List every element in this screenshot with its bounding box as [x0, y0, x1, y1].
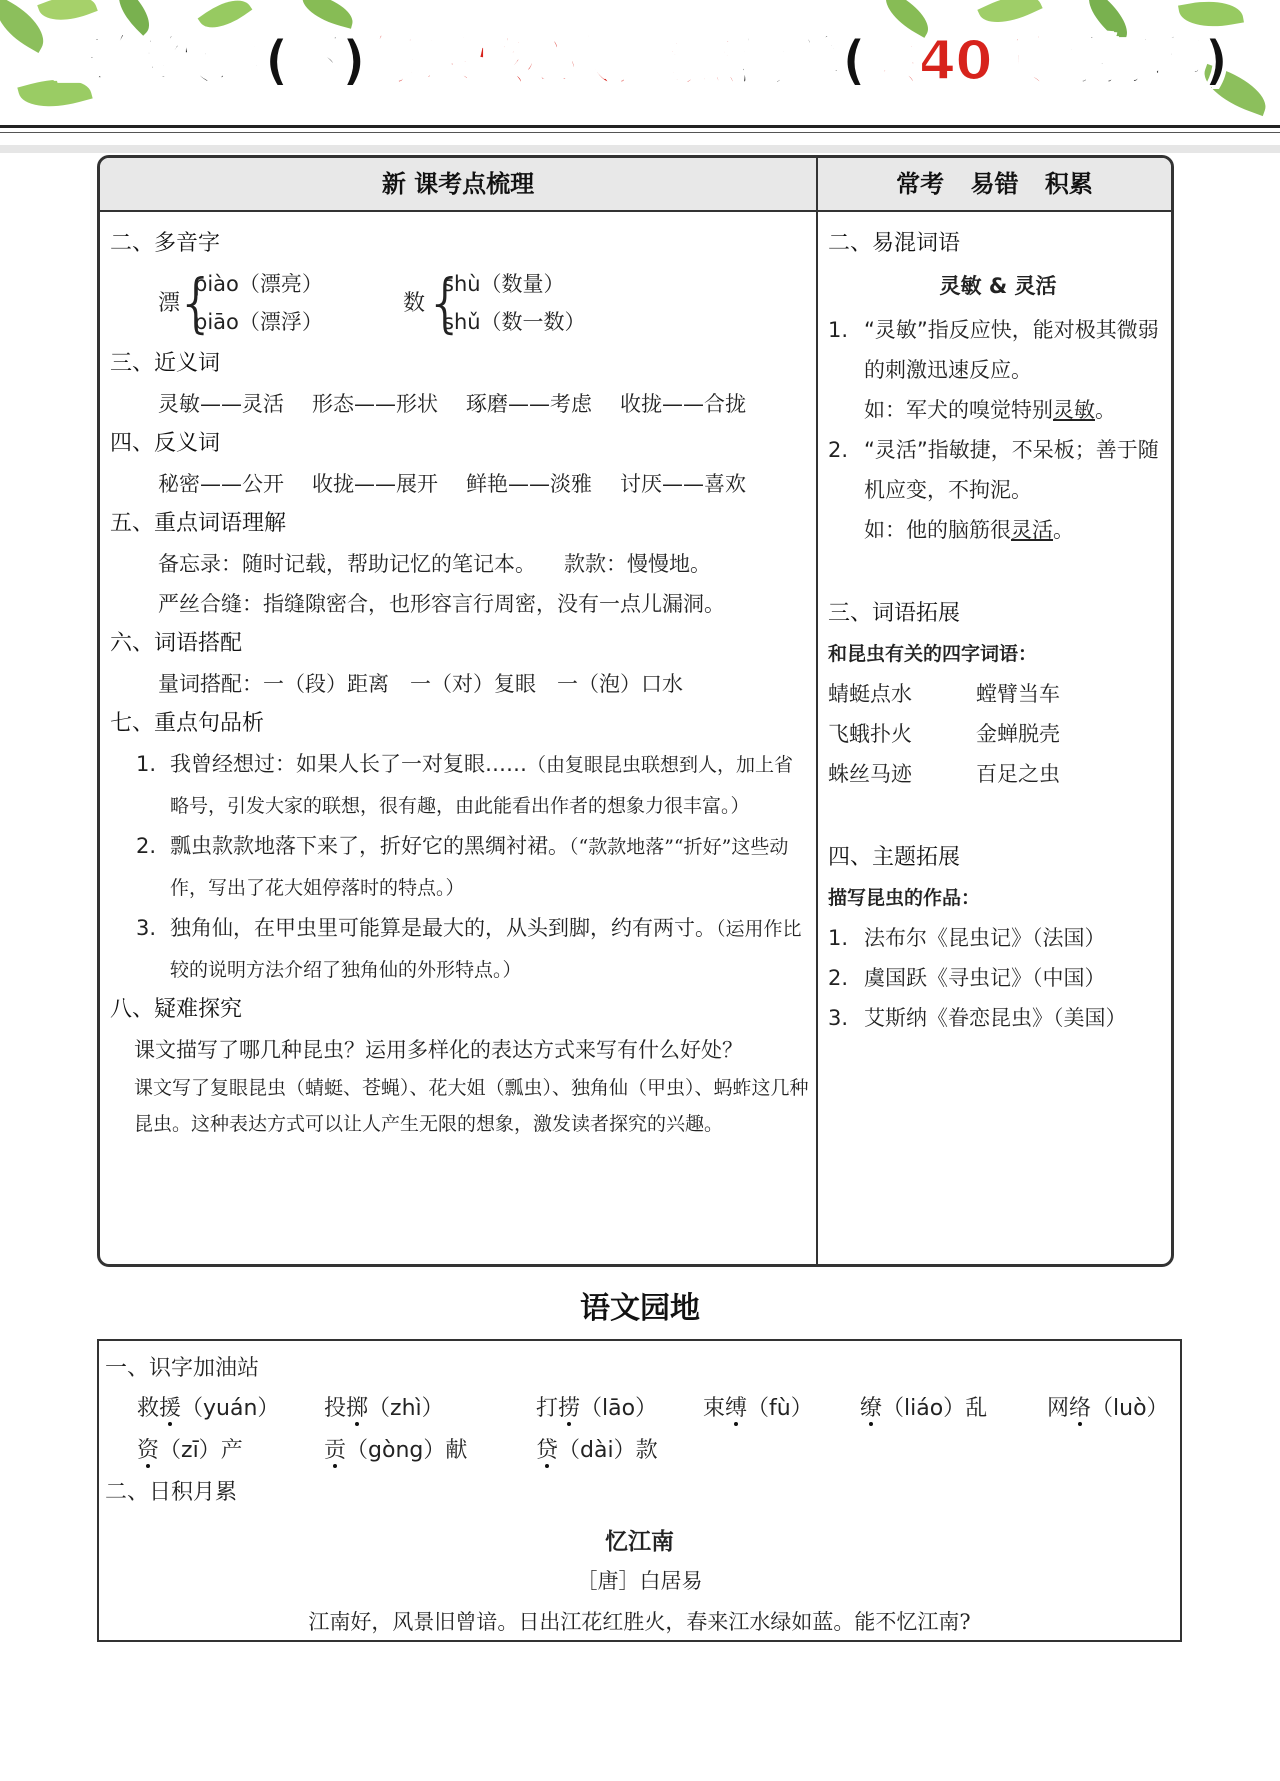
idiom-row: [828, 714, 1168, 754]
section-heading: 六、词语搭配: [110, 631, 243, 656]
definition-line: 严丝合缝：指缝隙密合，也形容言行周密，没有一点儿漏洞。: [158, 592, 725, 616]
pinyin-word: [703, 1391, 853, 1422]
dotted-char: 缚: [725, 1391, 747, 1422]
sentence-item: [110, 826, 810, 908]
definition: 款款：慢慢地。: [564, 552, 711, 576]
definition-line: [110, 544, 810, 584]
section-heading: 三、近义词: [110, 351, 221, 376]
sentence-note: （“款款地落”“折好”这些动作，写出了花大姐停落时的特点。）: [170, 836, 789, 899]
idiom: 蜻蜓点水: [828, 682, 912, 706]
word-row: [137, 1391, 1169, 1422]
pinyin: （liáo）: [882, 1396, 966, 1421]
brace-icon: {: [425, 267, 466, 341]
dotted-char: 援: [159, 1391, 181, 1422]
divider: [0, 132, 1280, 133]
explanation-text: “灵活”指敏捷，不呆板；善于随机应变，不拘泥。: [864, 438, 1159, 502]
pinyin-word: [324, 1391, 529, 1422]
sentence-text: 瓢虫款款地落下来了，折好它的黑绸衬裙。: [170, 834, 569, 858]
sentence-note: （由复眼昆虫联想到人，加上省略号，引发大家的联想，很有趣，由此能看出作者的想象力很丰富。）: [170, 754, 794, 817]
book-title: 法布尔《昆虫记》（法国）: [864, 926, 1106, 950]
definition: 备忘录：随时记载，帮助记忆的笔记本。: [158, 552, 536, 576]
title-highlight: 每课核心划重点: [364, 29, 736, 92]
reading: piāo（漂浮）: [194, 310, 323, 334]
word-char: 乱: [965, 1396, 988, 1421]
section-heading: 四、反义词: [110, 431, 221, 456]
example-prefix: 如：他的脑筋很: [864, 518, 1011, 542]
reading: shǔ（数一数）: [443, 310, 586, 334]
pinyin: （luò）: [1091, 1396, 1169, 1421]
section-heading: 二、多音字: [110, 231, 221, 256]
right-header: 常考 易错 积累: [896, 170, 1093, 198]
example-suffix: 。: [1095, 398, 1116, 422]
collocation-line: 量词搭配：一（段）距离 一（对）复眼 一（泡）口水: [158, 672, 683, 696]
word-char: 产: [220, 1438, 243, 1463]
page-title: [0, 18, 1280, 95]
title-pages: 共40页: [865, 29, 1045, 92]
idiom: 螳臂当车: [976, 682, 1060, 706]
section-heading: 三、词语拓展: [828, 601, 961, 626]
word-row: [137, 1433, 658, 1464]
pinyin-word: [137, 1433, 317, 1464]
pinyin-word: [536, 1391, 696, 1422]
idiom: 金蝉脱壳: [976, 722, 1060, 746]
synonym-pair: 形态——形状: [312, 392, 438, 416]
pinyin: （gòng）: [346, 1438, 446, 1463]
poem-author: ［唐］白居易: [576, 1569, 703, 1593]
antonym-list: [110, 464, 810, 504]
synonym-list: [110, 384, 810, 424]
question-text: 课文描写了哪几种昆虫？运用多样化的表达方式来写有什么好处？: [134, 1038, 743, 1062]
idiom-row: [828, 674, 1168, 714]
right-column: [828, 224, 1168, 1038]
word-char: 网: [1047, 1396, 1070, 1421]
item-number: 2.: [136, 834, 157, 858]
book-title: 艾斯纳《眷恋昆虫》（美国）: [864, 1006, 1127, 1030]
word-char: 打: [536, 1396, 559, 1421]
reading: shù（数量）: [443, 272, 565, 296]
reading: piào（漂亮）: [194, 272, 323, 296]
left-header: 新 课考点梳理: [381, 170, 535, 198]
item-number: 3.: [828, 1006, 849, 1030]
polyphone-char: 数: [403, 291, 426, 316]
dotted-char: 资: [137, 1433, 159, 1464]
word-char: 献: [445, 1438, 468, 1463]
dotted-char: 贡: [324, 1433, 346, 1464]
pinyin-word: [860, 1391, 1040, 1422]
idiom-row: [828, 754, 1168, 794]
word-char: 投: [324, 1396, 347, 1421]
pinyin-word: [324, 1433, 529, 1464]
section-heading: 七、重点句品析: [110, 711, 265, 736]
synonym-pair: 收拢——合拢: [620, 392, 746, 416]
sentence-text: 我曾经想过：如果人长了一对复眼……: [170, 752, 527, 776]
idiom: 百足之虫: [976, 762, 1060, 786]
idiom: 蛛丝马迹: [828, 762, 912, 786]
section-heading: 一、识字加油站: [105, 1356, 260, 1381]
pinyin: （dài）: [558, 1438, 636, 1463]
poem-title: 忆江南: [605, 1529, 674, 1555]
antonym-pair: 秘密——公开: [158, 472, 284, 496]
explanation-text: “灵敏”指反应快，能对极其微弱的刺激迅速反应。: [864, 318, 1159, 382]
confusable-pair: 灵敏 & 灵活: [939, 274, 1057, 298]
answer-text: 课文写了复眼昆虫（蜻蜓、苍蝇）、花大姐（瓢虫）、独角仙（甲虫）、蚂蚱这几种昆虫。这种表达方式可以让人产生无限的想象，激发读者探究的兴趣。: [134, 1077, 809, 1135]
section-heading: 五、重点词语理解: [110, 511, 287, 536]
polyphone-char: 漂: [158, 291, 181, 316]
item-number: 2.: [828, 438, 849, 462]
item-number: 1.: [136, 752, 157, 776]
sentence-text: 独角仙，在甲虫里可能算是最大的，从头到脚，约有两寸。: [170, 916, 716, 940]
idiom: 飞蛾扑火: [828, 722, 912, 746]
antonym-pair: 鲜艳——淡雅: [466, 472, 592, 496]
subsection-label: 描写昆虫的作品：: [828, 887, 981, 909]
section-heading: 八、疑难探究: [110, 997, 243, 1022]
table-header: [100, 158, 1171, 212]
title-list: 清单(: [735, 29, 866, 92]
garden-box: [97, 1339, 1182, 1642]
explanation-item: [828, 430, 1168, 550]
item-number: 1.: [828, 318, 849, 342]
title-printable: 可打印): [1044, 29, 1228, 92]
word-char: 束: [703, 1396, 726, 1421]
section-heading: 二、易混词语: [828, 231, 961, 256]
word-char: 救: [137, 1396, 160, 1421]
book-item: [828, 918, 1168, 958]
dotted-char: 络: [1069, 1391, 1091, 1422]
pinyin: （fù）: [747, 1396, 813, 1421]
poem-body: 江南好，风景旧曾谙。日出江花红胜火，春来江水绿如蓝。能不忆江南?: [308, 1610, 971, 1634]
synonym-pair: 灵敏——灵活: [158, 392, 284, 416]
book-title: 虞国跃《寻虫记》（中国）: [864, 966, 1106, 990]
example-keyword: 灵活: [1011, 518, 1053, 542]
dotted-char: 贷: [536, 1433, 558, 1464]
pinyin-word: [536, 1433, 658, 1464]
section-heading: 四、主题拓展: [828, 845, 961, 870]
sentence-note: （运用作比较的说明方法介绍了独角仙的外形特点。）: [170, 918, 802, 981]
polyphone-group: [158, 264, 810, 344]
sentence-item: [110, 744, 810, 826]
dotted-char: 掷: [346, 1391, 368, 1422]
pinyin: （lāo）: [580, 1396, 658, 1421]
item-number: 3.: [136, 916, 157, 940]
header-banner: [0, 0, 1280, 125]
dotted-char: 捞: [558, 1391, 580, 1422]
item-number: 1.: [828, 926, 849, 950]
divider: [0, 145, 1280, 153]
example-prefix: 如：军犬的嗅觉特别: [864, 398, 1053, 422]
explanation-item: [828, 310, 1168, 430]
synonym-pair: 琢磨——考虑: [466, 392, 592, 416]
antonym-pair: 讨厌——喜欢: [620, 472, 746, 496]
example-suffix: 。: [1053, 518, 1074, 542]
subsection-label: 和昆虫有关的四字词语：: [828, 643, 1038, 665]
pinyin-word: [1047, 1391, 1169, 1422]
title-grade: 三年级语(下): [52, 29, 365, 92]
column-divider: [816, 158, 818, 1264]
left-column: [110, 224, 810, 1142]
brace-icon: {: [176, 267, 217, 341]
pinyin-word: [137, 1391, 317, 1422]
dotted-char: 缭: [860, 1391, 882, 1422]
book-item: [828, 958, 1168, 998]
word-char: 款: [635, 1438, 658, 1463]
antonym-pair: 收拢——展开: [312, 472, 438, 496]
book-item: [828, 998, 1168, 1038]
divider: [0, 125, 1280, 128]
review-table: [97, 155, 1174, 1267]
pinyin: （zī）: [159, 1438, 221, 1463]
example-keyword: 灵敏: [1053, 398, 1095, 422]
example-sentence: [864, 390, 1168, 430]
garden-title: 语文园地: [580, 1291, 700, 1326]
pinyin: （zhì）: [368, 1396, 444, 1421]
example-sentence: [864, 510, 1168, 550]
pinyin: （yuán）: [181, 1396, 280, 1421]
item-number: 2.: [828, 966, 849, 990]
section-heading: 二、日积月累: [105, 1480, 238, 1505]
sentence-item: [110, 908, 810, 990]
